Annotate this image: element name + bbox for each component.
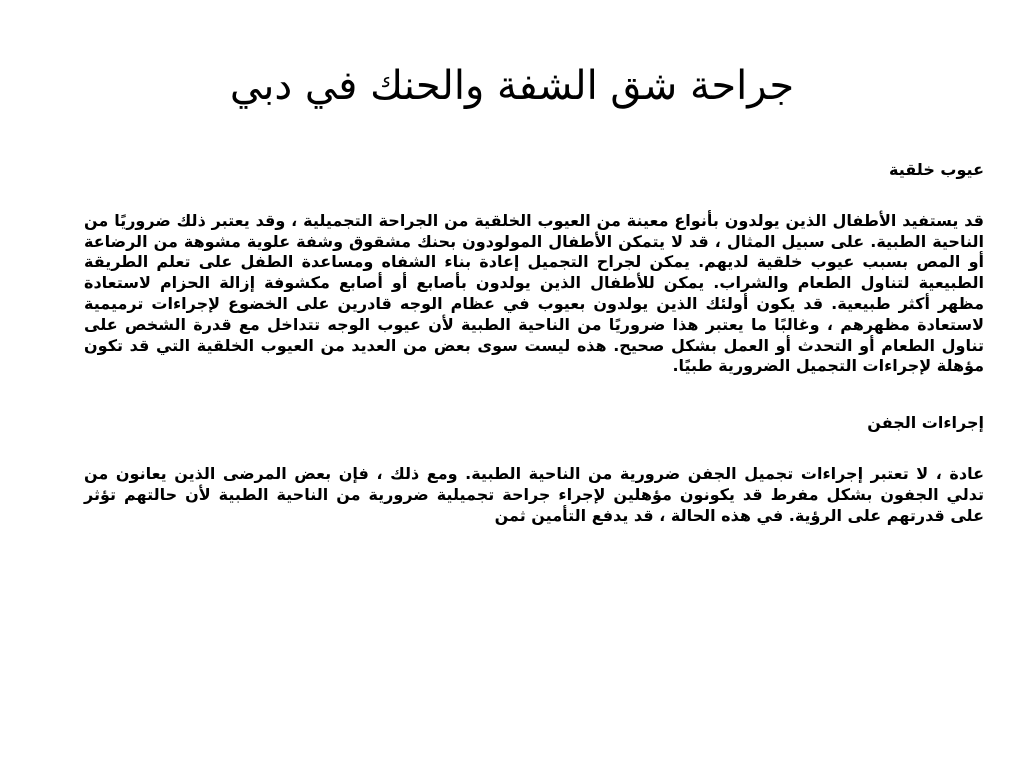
section-heading-eyelid-procedures: إجراءات الجفن [867, 413, 984, 433]
section-paragraph-birth-defects: قد يستفيد الأطفال الذين يولدون بأنواع معينة من العيوب الخلقية من الجراحة التجميلية ، وقد يعتبر ذلك ضروريًا من الناحية الطبية. على سبيل المثال ، قد لا يتمكن الأطفال المولودون بحنك مشقوق وشفة علوية مشوهة من الرضاعة أو المص بسبب عيوب خلقية لديهم. يمكن لجراح التجميل إعادة بناء الشفاه ومساعدة الطفل على تعلم الطريقة الطبيعية لتناول الطعام والشراب. يمكن للأطفال الذين يولدون بأصابع أو أصابع مكشوفة إزالة الحزام لاستعادة مظهر أكثر طبيعية. قد يكون أولئك الذين يولدون بعيوب في عظام الوجه قادرين على الخضوع لإجراءات ترميمية لاستعادة مظهرهم ، وغالبًا ما يعتبر هذا ضروريًا من الناحية الطبية لأن عيوب الوجه تتداخل مع قدرة الشخص على تناول الطعام أو التحدث أو العمل بشكل صحيح. هذه ليست سوى بعض من العديد من العيوب الخلقية التي قد تكون مؤهلة لإجراءات التجميل الضرورية طبيًا. [84, 210, 984, 376]
section-paragraph-eyelid-procedures: عادة ، لا تعتبر إجراءات تجميل الجفن ضرورية من الناحية الطبية. ومع ذلك ، فإن بعض المرضى الذين يعانون من تدلي الجفون بشكل مفرط قد يكونون مؤهلين لإجراء جراحة تجميلية ضرورية من الناحية الطبية لأن حالتهم تؤثر على قدرتهم على الرؤية. في هذه الحالة ، قد يدفع التأمين ثمن [84, 463, 984, 525]
section-heading-birth-defects: عيوب خلقية [889, 160, 984, 179]
slide-title: جراحة شق الشفة والحنك في دبي [229, 63, 795, 109]
slide-body [84, 160, 984, 562]
